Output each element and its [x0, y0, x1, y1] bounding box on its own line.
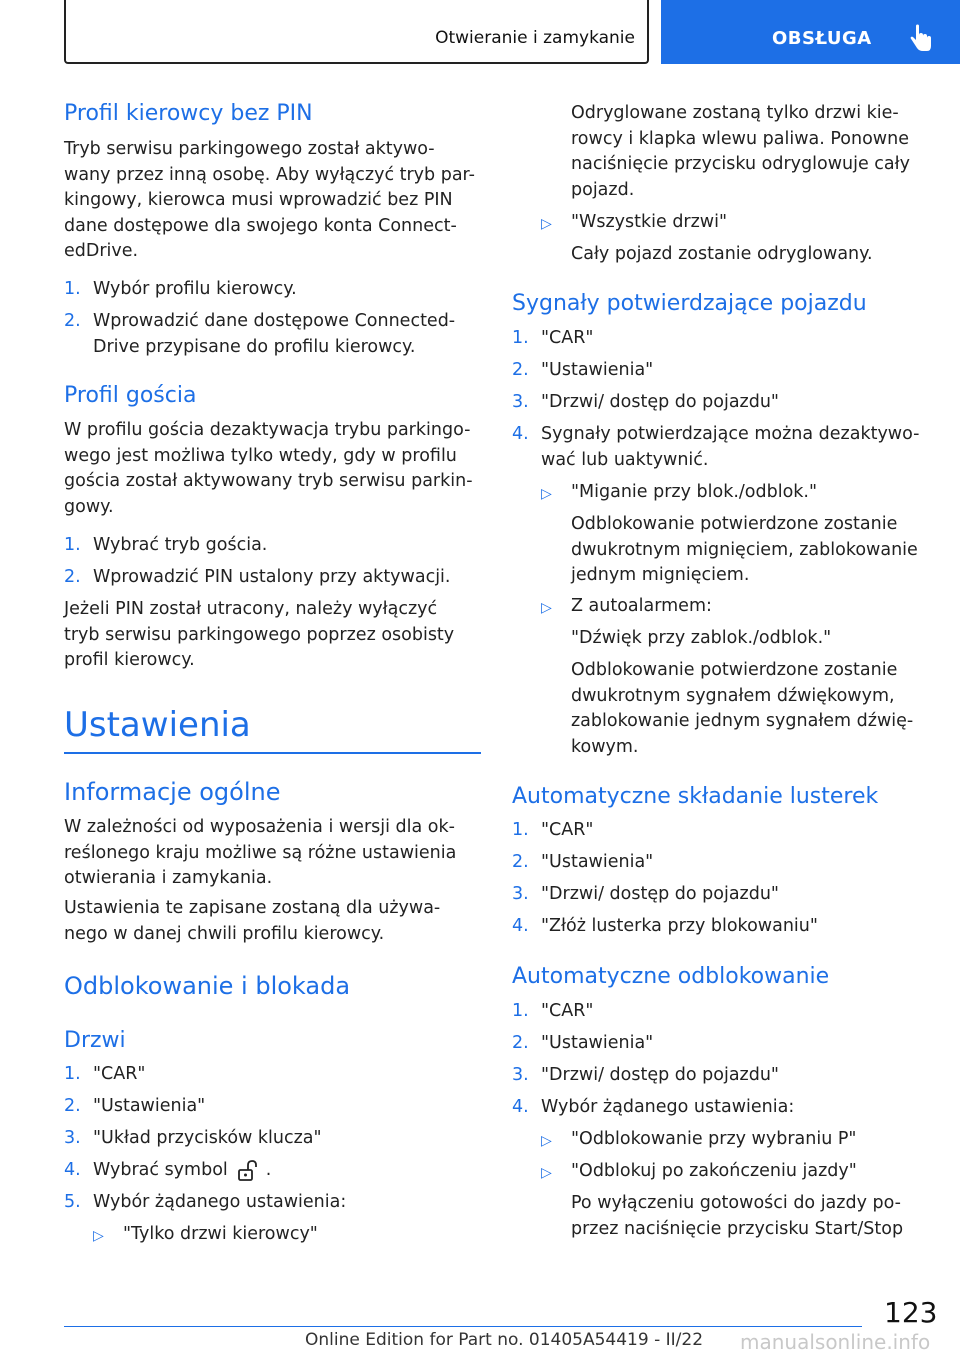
heading-general-info: Informacje ogólne: [64, 778, 281, 806]
list-item: "CAR": [93, 1064, 146, 1084]
triangle-bullet-icon: ▷: [541, 1133, 552, 1149]
heading-unlock-lock: Odblokowanie i blokada: [64, 972, 351, 1000]
list-item: Wybór żądanego ustawienia:: [541, 1097, 795, 1117]
list-number: 1.: [512, 1001, 529, 1021]
list-item: "Ustawienia": [541, 852, 654, 872]
list-number: 4.: [512, 424, 529, 444]
triangle-bullet-icon: ▷: [541, 1165, 552, 1181]
list-number: 3.: [512, 1065, 529, 1085]
list-number: 2.: [64, 1096, 81, 1116]
list-number: 4.: [512, 916, 529, 936]
triangle-bullet-icon: ▷: [541, 600, 552, 616]
list-number: 1.: [512, 328, 529, 348]
header-chapter-title: OBSŁUGA: [772, 28, 872, 49]
triangle-bullet-icon: ▷: [541, 486, 552, 502]
list-item: "Złóż lusterka przy blokowaniu": [541, 916, 818, 936]
footer-divider: [64, 1326, 862, 1327]
paragraph-blink: Odblokowanie potwierdzone zostanie dwukrotnym mignięciem, zablokowanie jednym mignięciem.: [571, 514, 918, 585]
list-number: 5.: [64, 1192, 81, 1212]
list-item: "Ustawienia": [541, 360, 654, 380]
heading-mirror-folding: Automatyczne składanie lusterek: [512, 784, 879, 809]
paragraph-driver-door: Odryglowane zostaną tylko drzwi kie- rowcy i klapka wlewu paliwa. Ponowne naciśnięcie przycisku odryglowuje cały pojazd.: [571, 103, 910, 200]
header-section-tab: [64, 0, 649, 64]
list-item: Wybrać symbol .: [93, 1160, 272, 1180]
list-subitem: "Odblokuj po zakończeniu jazdy": [571, 1161, 857, 1181]
list-item: Wybrać tryb gościa.: [93, 535, 268, 555]
paragraph-all-doors: Cały pojazd zostanie odryglowany.: [571, 244, 873, 264]
page-number: 123: [884, 1296, 938, 1329]
list-number: 1.: [64, 1064, 81, 1084]
list-subitem: "Wszystkie drzwi": [571, 212, 728, 232]
list-item: Wybór profilu kierowcy.: [93, 279, 297, 299]
list-subitem: "Miganie przy blok./odblok.": [571, 482, 818, 502]
list-number: 4.: [64, 1160, 81, 1180]
heading-guest-profile: Profil gościa: [64, 383, 197, 408]
list-item: Wybór żądanego ustawienia:: [93, 1192, 347, 1212]
list-item: "Ustawienia": [541, 1033, 654, 1053]
paragraph-end-of-drive: Po wyłączeniu gotowości do jazdy po- przez naciśnięcie przycisku Start/Stop: [571, 1193, 904, 1239]
paragraph-sound-label: "Dźwięk przy zablok./odblok.": [571, 628, 832, 648]
list-number: 2.: [64, 311, 81, 331]
footer-edition: Online Edition for Part no. 01405A54419 - II/22: [305, 1330, 704, 1350]
list-number: 2.: [512, 1033, 529, 1053]
list-item: "CAR": [541, 820, 594, 840]
list-subitem: Z autoalarmem:: [571, 596, 712, 616]
list-number: 3.: [512, 884, 529, 904]
heading-profile-no-pin: Profil kierowcy bez PIN: [64, 101, 313, 126]
list-number: 3.: [64, 1128, 81, 1148]
unlock-icon: [236, 1159, 262, 1181]
list-subitem: "Odblokowanie przy wybraniu P": [571, 1129, 857, 1149]
list-item: Wprowadzić PIN ustalony przy aktywacji.: [93, 567, 451, 587]
heading-settings: Ustawienia: [64, 705, 251, 745]
heading-confirmation-signals: Sygnały potwierdzające pojazdu: [512, 291, 867, 316]
list-item: Sygnały potwierdzające można dezaktywo- wać lub uaktywnić.: [541, 424, 920, 470]
list-item: "CAR": [541, 328, 594, 348]
paragraph-pin-lost: Jeżeli PIN został utracony, należy wyłączyć tryb serwisu parkingowego poprzez osobisty profil kierowcy.: [64, 599, 455, 670]
list-subitem: "Tylko drzwi kierowcy": [123, 1224, 318, 1244]
list-item: "CAR": [541, 1001, 594, 1021]
paragraph-general-info: W zależności od wyposażenia i wersji dla ok- reślonego kraju możliwe są różne ustawienia otwierania i zamykania.: [64, 817, 457, 888]
list-number: 2.: [512, 360, 529, 380]
list-item: "Drzwi/ dostęp do pojazdu": [541, 1065, 779, 1085]
list-number: 2.: [512, 852, 529, 872]
list-number: 1.: [512, 820, 529, 840]
triangle-bullet-icon: ▷: [93, 1228, 104, 1244]
paragraph-sound: Odblokowanie potwierdzone zostanie dwukrotnym sygnałem dźwiękowym, zablokowanie jednym sygnałem dźwię- kowym.: [571, 660, 914, 757]
paragraph-settings-saved: Ustawienia te zapisane zostaną dla używa- nego w danej chwili profilu kierowcy.: [64, 898, 441, 944]
list-item: Wprowadzić dane dostępowe Connected- Drive przypisane do profilu kierowcy.: [93, 311, 456, 357]
list-item: "Układ przycisków klucza": [93, 1128, 322, 1148]
heading-doors: Drzwi: [64, 1028, 126, 1053]
list-number: 2.: [64, 567, 81, 587]
header-section-title: Otwieranie i zamykanie: [435, 28, 635, 48]
triangle-bullet-icon: ▷: [541, 216, 552, 232]
watermark: manualsonline.info: [740, 1330, 931, 1354]
list-number: 1.: [64, 279, 81, 299]
list-item: "Drzwi/ dostęp do pojazdu": [541, 392, 779, 412]
pointing-hand-icon: [908, 24, 934, 54]
list-number: 3.: [512, 392, 529, 412]
header-chapter-tab: [661, 0, 960, 64]
paragraph-guest-profile: W profilu gościa dezaktywacja trybu parkingo- wego jest możliwa tylko wtedy, gdy w profilu gościa został aktywowany tryb serwisu parkin- gowy.: [64, 420, 473, 517]
list-item: "Ustawienia": [93, 1096, 206, 1116]
heading-divider: [64, 752, 481, 754]
paragraph-profile-no-pin: Tryb serwisu parkingowego został aktywo- wany przez inną osobę. Aby wyłączyć tryb par- kingowy, kierowca musi wprowadzić bez PIN dane dostępowe dla swojego konta Connect- edDrive.: [64, 139, 475, 261]
list-number: 4.: [512, 1097, 529, 1117]
heading-auto-unlock: Automatyczne odblokowanie: [512, 964, 830, 989]
list-number: 1.: [64, 535, 81, 555]
list-item: "Drzwi/ dostęp do pojazdu": [541, 884, 779, 904]
